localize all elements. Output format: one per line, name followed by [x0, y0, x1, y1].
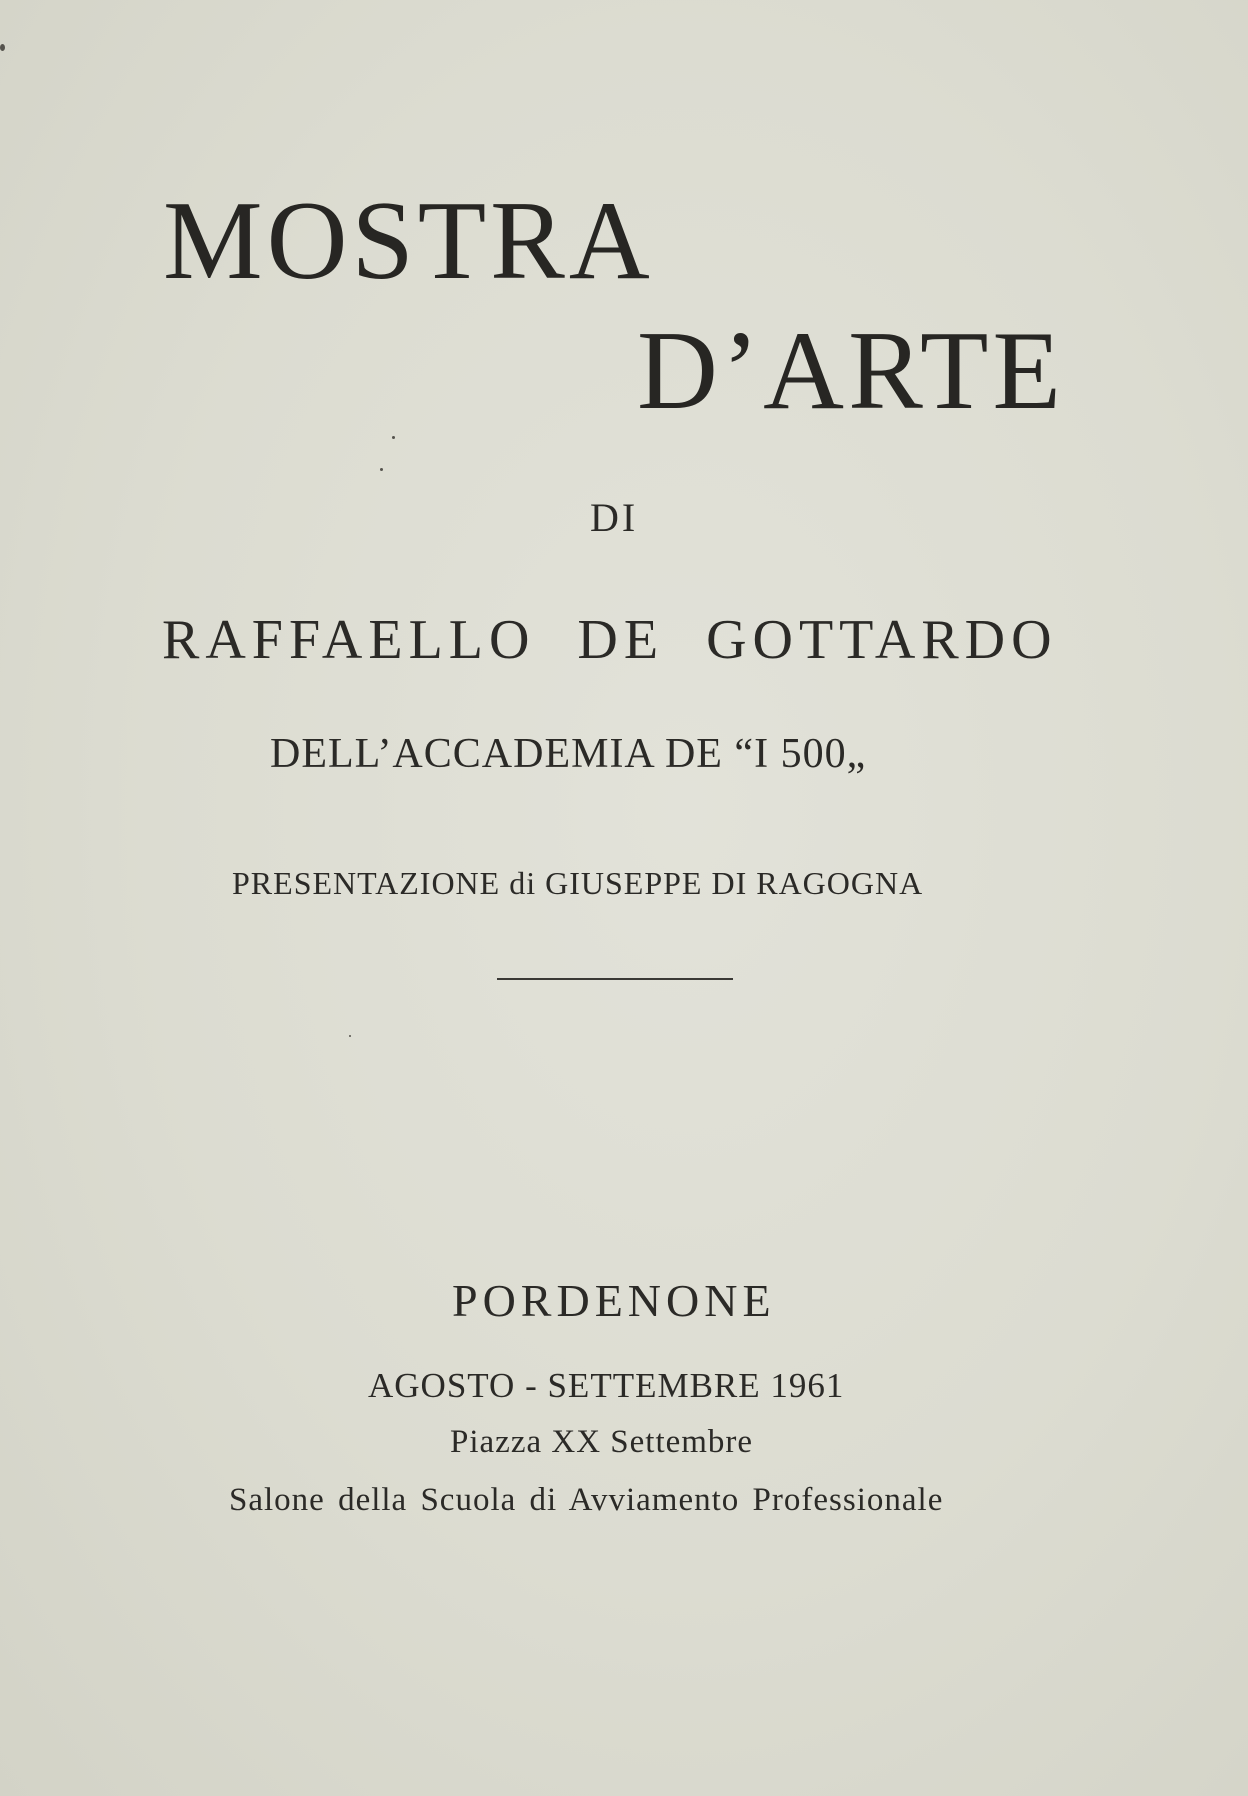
paper-speck	[0, 44, 5, 51]
title-line-mostra: MOSTRA	[163, 179, 654, 303]
divider-rule	[497, 978, 733, 980]
exhibition-square: Piazza XX Settembre	[450, 1424, 754, 1460]
exhibition-dates: AGOSTO - SETTEMBRE 1961	[368, 1366, 845, 1405]
city-name: PORDENONE	[452, 1275, 776, 1326]
presentation-credit: PRESENTAZIONE di GIUSEPPE DI RAGOGNA	[232, 865, 924, 901]
connector-di: DI	[590, 495, 639, 540]
paper-speck	[349, 1035, 351, 1037]
paper-speck	[380, 468, 383, 471]
title-line-darte: D’ARTE	[637, 309, 1065, 433]
academy-affiliation: DELL’ACCADEMIA DE “I 500„	[270, 731, 867, 777]
exhibition-venue: Salone della Scuola di Avviamento Professionale	[229, 1482, 944, 1518]
paper-speck	[392, 436, 395, 439]
artist-name: RAFFAELLO DE GOTTARDO	[162, 609, 1058, 671]
